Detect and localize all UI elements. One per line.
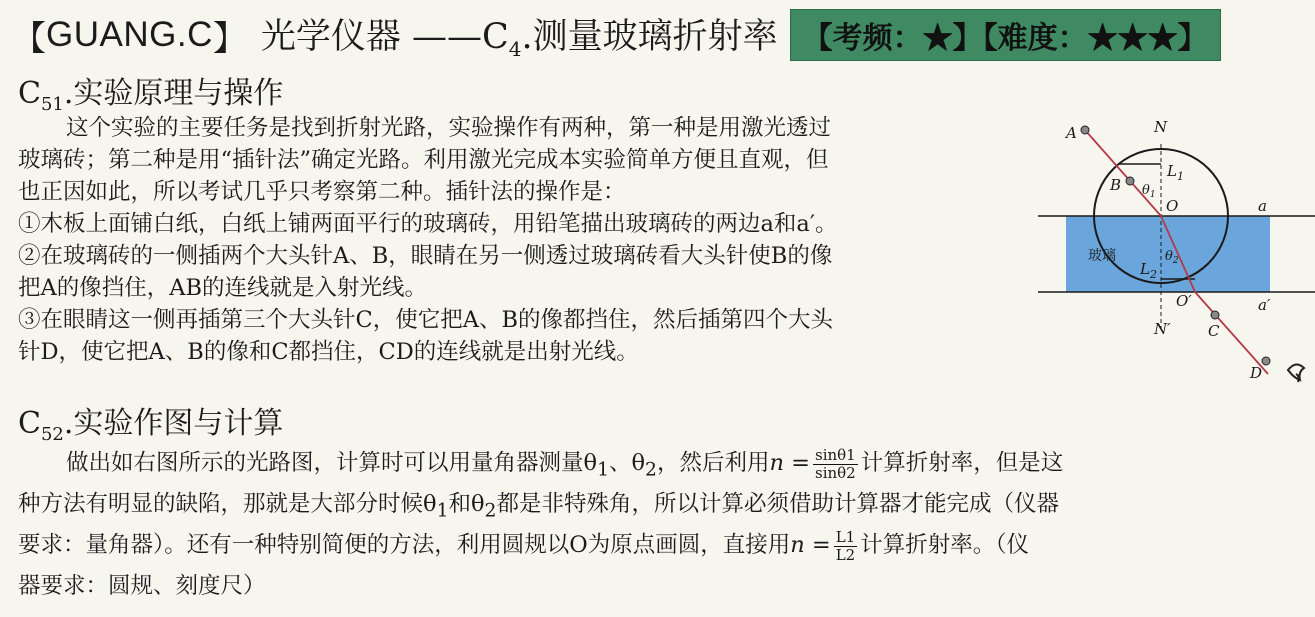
incident-ray <box>1085 130 1161 216</box>
formula-n: n = <box>790 532 831 558</box>
section2-prefix: C <box>18 406 41 441</box>
sub: 2 <box>645 459 657 481</box>
fraction-numerator: L1 <box>835 527 856 546</box>
section1-title: .实验原理与操作 <box>63 76 284 111</box>
label-a-prime: a′ <box>1258 296 1271 314</box>
formula-length-ratio <box>834 529 858 564</box>
label-a: a <box>1258 197 1267 215</box>
paragraph-line: 也正因如此，所以考试几乎只考察第二种。插针法的操作是： <box>18 179 626 205</box>
step-3: ③在眼睛这一侧再插第三个大头针C，使它把A、B的像都挡住，然后插第四个大头 <box>18 307 834 333</box>
label-D: D <box>1250 364 1263 382</box>
section-heading-principle <box>18 68 283 115</box>
frequency-difficulty-badge: 【考频：★】【难度：★★★】 <box>790 9 1221 61</box>
section1-prefix: C <box>18 76 41 111</box>
text: 都是非特殊角，所以计算必须借助计算器才能完成（仪器 <box>496 491 1059 517</box>
header-title-end: .测量玻璃折射率 <box>521 17 778 57</box>
section2-sub: 52 <box>40 424 64 445</box>
text: 计算折射率，但是这 <box>860 450 1064 476</box>
label-L1: $L_1$ <box>1167 162 1184 183</box>
label-O: O <box>1166 197 1179 215</box>
text: 和θ <box>448 491 485 517</box>
section2-paragraph <box>18 446 1308 610</box>
header-bracket-open: 【 <box>12 18 46 59</box>
label-B: B <box>1110 176 1122 194</box>
section1-paragraph <box>18 112 1018 368</box>
sub: 1 <box>436 500 449 522</box>
text: 、θ <box>609 450 646 476</box>
calc-line-2 <box>18 487 1308 528</box>
label-glass: 玻璃 <box>1088 248 1116 264</box>
fraction-numerator: sinθ1 <box>815 445 856 464</box>
label-N-prime: N′ <box>1154 320 1171 338</box>
pin-A <box>1081 126 1089 134</box>
step-3-cont: 针D，使它把A、B的像和C都挡住，CD的连线就是出射光线。 <box>18 339 639 365</box>
header-title <box>261 9 778 61</box>
label-O-prime: O′ <box>1176 292 1192 310</box>
label-theta2: $\theta_2$ <box>1165 249 1179 266</box>
text: 要求：量角器）。还有一种特别简便的方法，利用圆规以O为原点画圆，直接用 <box>18 532 791 558</box>
text: 计算折射率。（仪 <box>860 532 1029 558</box>
step-2: ②在玻璃砖的一侧插两个大头针A、B，眼睛在另一侧透过玻璃砖看大头针使B的像 <box>18 243 833 269</box>
step-2-cont: 把A的像挡住，AB的连线就是入射光线。 <box>18 275 428 301</box>
calc-line-4: 器要求：圆规、刻度尺） <box>18 573 266 599</box>
sub: 1 <box>597 459 609 481</box>
text: 种方法有明显的缺陷，那就是大部分时候θ <box>18 491 437 517</box>
label-L2: $L_2$ <box>1140 260 1157 281</box>
text: 做出如右图所示的光路图，计算时可以用量角器测量θ <box>66 450 598 476</box>
formula-n: n = <box>769 450 810 476</box>
label-theta1: $\theta_1$ <box>1142 183 1156 200</box>
page-header <box>12 6 1307 64</box>
calc-line-1 <box>18 446 1308 487</box>
section-heading-calculation <box>18 398 283 445</box>
calc-line-3 <box>18 528 1308 569</box>
paragraph-line: 这个实验的主要任务是找到折射光路，实验操作有两种，第一种是用激光透过 <box>66 115 832 141</box>
eye-icon <box>1288 364 1304 382</box>
fraction-denominator: L2 <box>835 545 856 564</box>
section1-sub: 51 <box>40 94 64 115</box>
header-title-sub: 4 <box>508 37 522 61</box>
label-C: C <box>1208 322 1220 340</box>
label-N: N <box>1154 118 1168 136</box>
header-code: GUANG.C <box>46 15 213 54</box>
formula-sin-ratio <box>813 447 858 482</box>
header-bracket-close: 】 <box>212 18 247 59</box>
label-A: A <box>1066 124 1077 142</box>
paragraph-line: 玻璃砖；第二种是用“插针法”确定光路。利用激光完成本实验简单方便且直观，但 <box>18 147 829 173</box>
fraction-denominator: sinθ2 <box>815 463 856 482</box>
section2-title: .实验作图与计算 <box>63 406 284 441</box>
pin-B <box>1126 177 1134 185</box>
pin-D <box>1262 357 1270 365</box>
text: ，然后利用 <box>656 450 770 476</box>
refraction-diagram <box>1030 108 1315 398</box>
step-1: ①木板上面铺白纸，白纸上铺两面平行的玻璃砖，用铅笔描出玻璃砖的两边a和a′。 <box>18 211 838 237</box>
pin-C <box>1211 311 1219 319</box>
header-title-main: 光学仪器 ——C <box>260 17 509 57</box>
sub: 2 <box>484 500 497 522</box>
